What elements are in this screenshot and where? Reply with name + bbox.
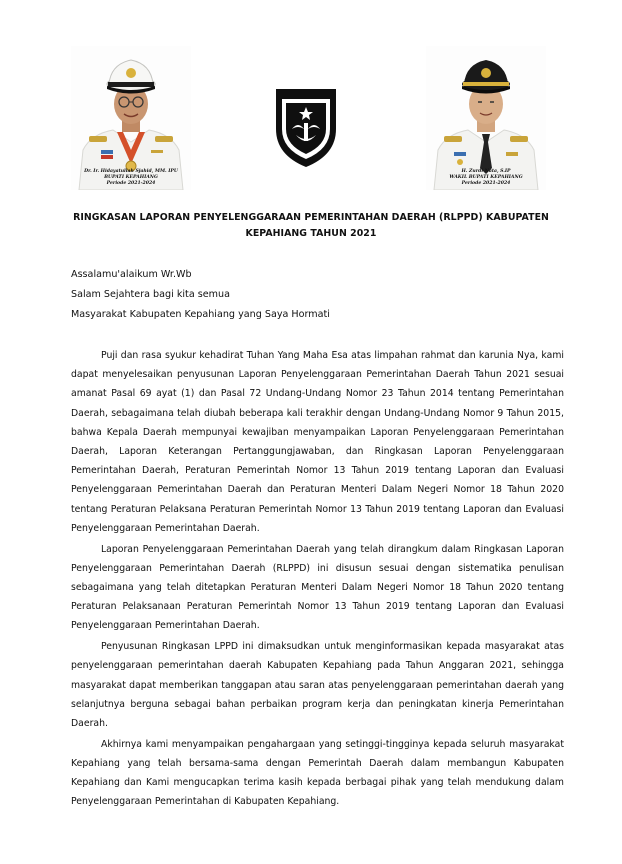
vice-regent-name: H. Zurdi Nata, S.IP xyxy=(461,169,511,174)
paragraph-2: Laporan Penyelenggaraan Pemerintahan Daerah yang telah dirangkum dalam Ringkasan Laporan Penyelenggaraan Pemerintahan Daerah (RLPPD) ini disusun sesuai dengan sistematika penulisan sebagaimana yang telah ditetapkan Peraturan Menteri Dalam Negeri Nomor 18 Tahun 2020 tentang Peraturan Pelaksanaan Peraturan Pemerintah Nomor 13 Tahun 2019 tentang Laporan dan Evaluasi Penyelenggaraan Pemerintahan Daerah. xyxy=(71,543,564,632)
regent-period: Periode 2021-2024 xyxy=(106,181,156,186)
greeting-3: Masyarakat Kabupaten Kepahiang yang Saya Hormati xyxy=(71,309,330,320)
document-title-line-1: RINGKASAN LAPORAN PENYELENGGARAAN PEMERINTAHAN DAERAH (RLPPD) KABUPATEN xyxy=(73,212,549,223)
regency-emblem xyxy=(272,85,340,169)
document-title-line-2: KEPAHIANG TAHUN 2021 xyxy=(245,228,377,239)
paragraph-4: Akhirnya kami menyampaikan pengahargaan yang setinggi-tingginya kepada seluruh masyarakat Kepahiang yang telah bersama-sama dengan Pemerintah Daerah dalam membangun Kabupaten Kepahiang dan Kami mengucapkan terima kasih kepada berbagai pihak yang telah mendukung dalam Penyelenggaraan Pemerintahan di Kabupaten Kepahiang. xyxy=(71,738,564,808)
document-body xyxy=(71,346,564,813)
regent-position: BUPATI KEPAHIANG xyxy=(104,175,158,180)
document-title xyxy=(70,210,552,242)
regent-photo xyxy=(71,46,191,190)
paragraph-1: Puji dan rasa syukur kehadirat Tuhan Yang Maha Esa atas limpahan rahmat dan karunia Nya, kami dapat menyelesaikan penyusunan Laporan Penyelenggaraan Pemerintahan Daerah Tahun 2021 sesuai amanat Pasal 69 ayat (1) dan Pasal 72 Undang-Undang Nomor 23 Tahun 2014 tentang Pemerintahan Daerah, sebagaimana telah diubah beberapa kali terakhir dengan Undang-Undang Nomor 9 Tahun 2015, bahwa Kepala Daerah mempunyai kewajiban menyampaikan Laporan Penyelenggaraan Pemerintahan Daerah, Laporan Keterangan Pertanggungjawaban, dan Ringkasan Laporan Penyelenggaraan Pemerintahan Daerah, Peraturan Pemerintah Nomor 13 Tahun 2019 tentang Laporan dan Evaluasi Penyelenggaraan Pemerintahan Daerah dan Peraturan Menteri Dalam Negeri Nomor 18 Tahun 2020 tentang Peraturan Pelaksana Peraturan Pemerintah Nomor 13 Tahun 2019 tentang Laporan dan Evaluasi Penyelenggaraan Pemerintahan Daerah. xyxy=(71,350,564,534)
paragraph-3: Penyusunan Ringkasan LPPD ini dimaksudkan untuk menginformasikan kepada masyarakat atas penyelenggaraan pemerintahan daerah Kabupaten Kepahiang pada Tahun Anggaran 2021, sehingga masyarakat dapat memberikan tanggapan atau saran atas penyelenggaraan pemerintahan daerah yang selanjutnya berguna sebagai bahan perbaikan program kerja dan peningkatan kinerja Pemerintahan Daerah. xyxy=(71,641,564,730)
regent-name: Dr. Ir. Hidayatullah Sjahid, MM. IPU xyxy=(84,169,178,174)
regency-coat-of-arms-icon xyxy=(272,85,340,169)
vice-regent-position: WAKIL BUPATI KEPAHIANG xyxy=(449,175,523,180)
greeting-2: Salam Sejahtera bagi kita semua xyxy=(71,289,230,300)
regent-caption xyxy=(71,169,191,187)
vice-regent-photo xyxy=(426,46,546,190)
vice-regent-caption xyxy=(426,169,546,187)
vice-regent-period: Periode 2021-2024 xyxy=(461,181,511,186)
greeting-1: Assalamu'alaikum Wr.Wb xyxy=(71,269,192,280)
